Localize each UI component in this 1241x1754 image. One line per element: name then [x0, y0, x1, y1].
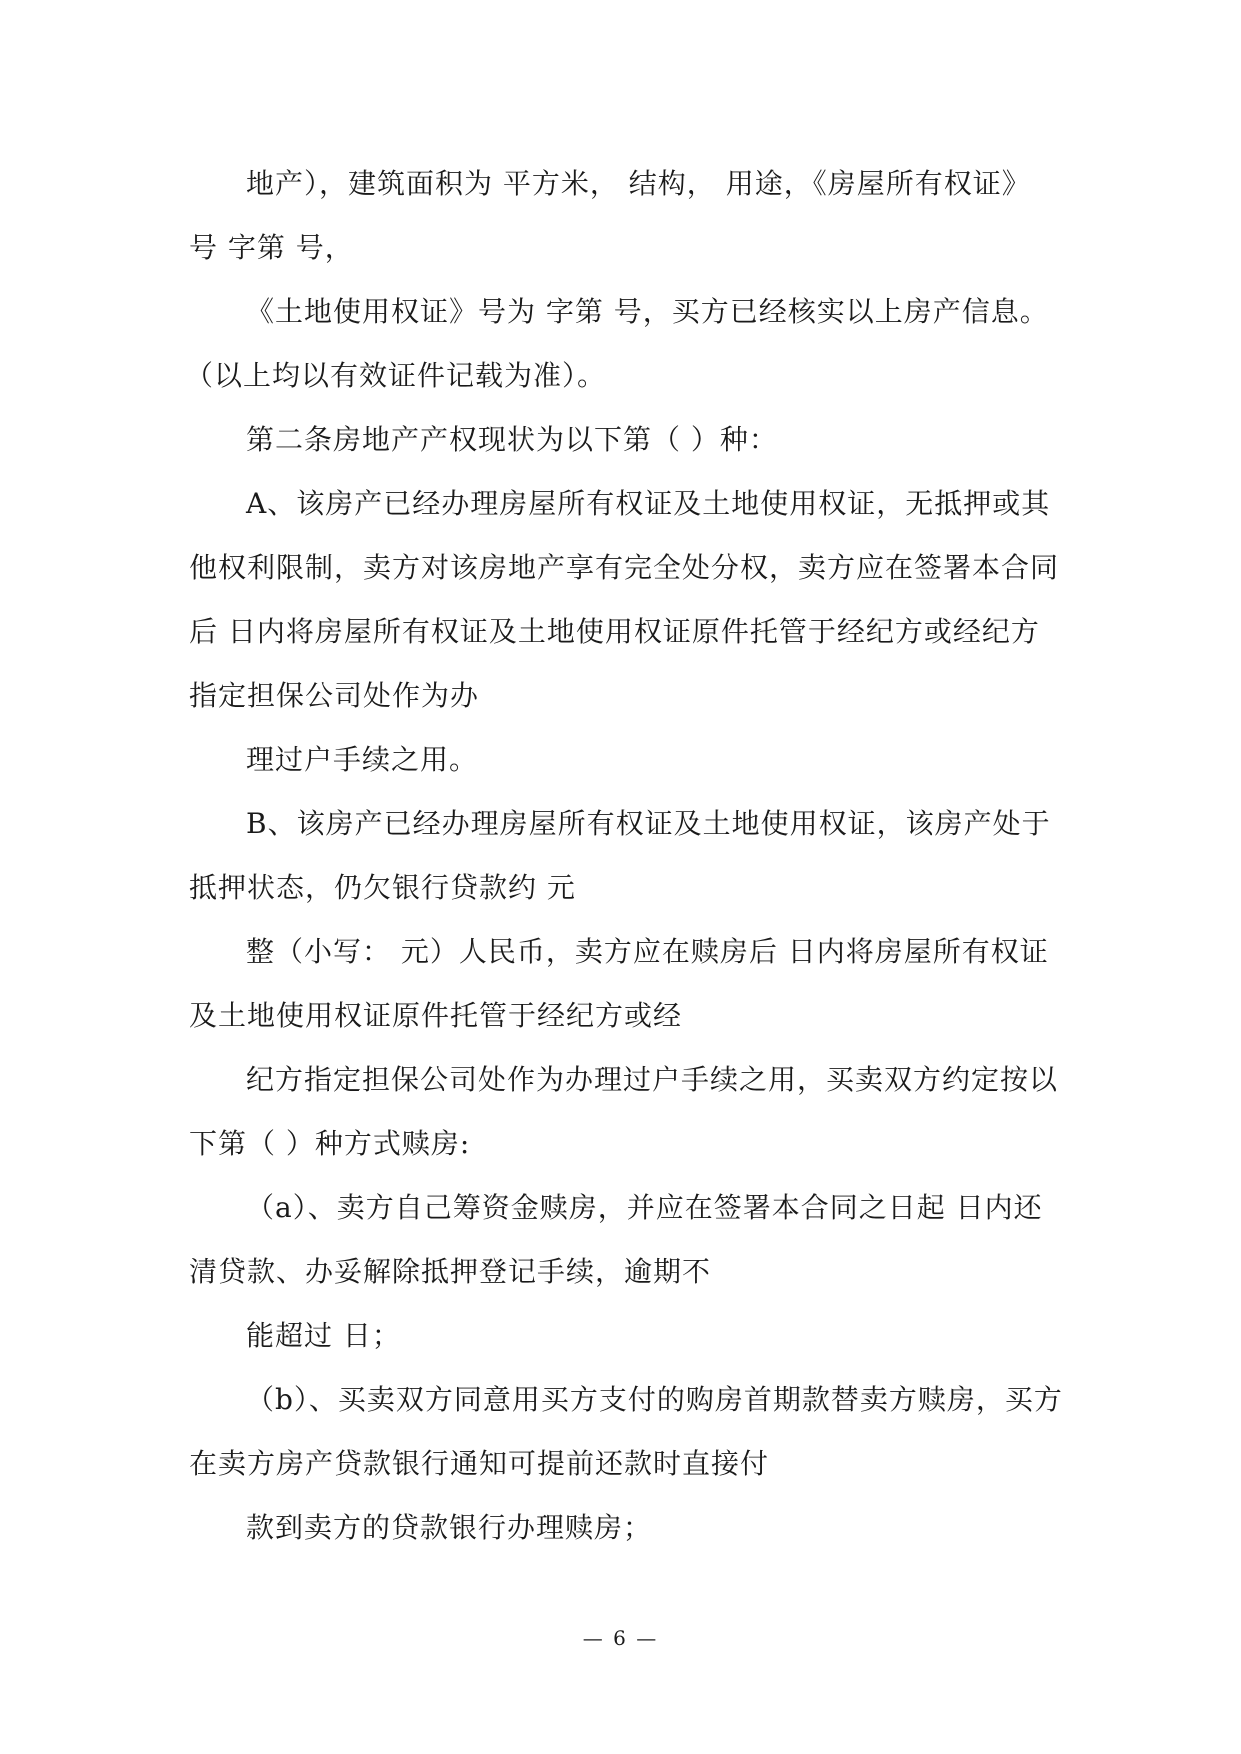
text-line: （b）、买卖双方同意用买方支付的购房首期款替卖方赎房，买方 — [246, 1383, 1063, 1416]
text-line: 整（小写： 元）人民币，卖方应在赎房后 日内将房屋所有权证 — [246, 935, 1049, 968]
text-line: 抵押状态，仍欠银行贷款约 元 — [189, 871, 576, 904]
text-line: 他权利限制，卖方对该房地产享有完全处分权，卖方应在签署本合同 — [189, 551, 1060, 584]
text-line: 号 字第 号， — [189, 231, 354, 264]
text-line: 及土地使用权证原件托管于经纪方或经 — [189, 999, 683, 1032]
text-line: 指定担保公司处作为办 — [189, 679, 480, 712]
text-line: 在卖方房产贷款银行通知可提前还款时直接付 — [189, 1447, 770, 1480]
text-line: （以上均以有效证件记载为准）。 — [185, 359, 607, 392]
text-line: 能超过 日； — [246, 1319, 401, 1352]
text-line: 款到卖方的贷款银行办理赎房； — [246, 1511, 653, 1544]
text-line: 《土地使用权证》号为 字第 号，买方已经核实以上房产信息。 — [246, 295, 1049, 328]
page-number: — 6 — — [582, 1626, 659, 1650]
text-line: A、该房产已经办理房屋所有权证及土地使用权证，无抵押或其 — [246, 487, 1051, 520]
text-line: 下第（ ）种方式赎房: — [189, 1127, 471, 1160]
text-line: B、该房产已经办理房屋所有权证及土地使用权证，该房产处于 — [246, 807, 1051, 840]
text-line: （a）、卖方自己筹资金赎房，并应在签署本合同之日起 日内还 — [246, 1191, 1043, 1224]
text-line: 地产），建筑面积为 平方米， 结构， 用途，《房屋所有权证》 — [246, 167, 1031, 200]
text-line: 理过户手续之用。 — [246, 743, 479, 776]
section-heading: 第二条房地产产权现状为以下第（ ）种： — [246, 423, 778, 456]
text-line: 清贷款、办妥解除抵押登记手续，逾期不 — [189, 1255, 712, 1288]
text-line: 纪方指定担保公司处作为办理过户手续之用，买卖双方约定按以 — [246, 1063, 1059, 1096]
text-line: 后 日内将房屋所有权证及土地使用权证原件托管于经纪方或经纪方 — [189, 615, 1040, 648]
